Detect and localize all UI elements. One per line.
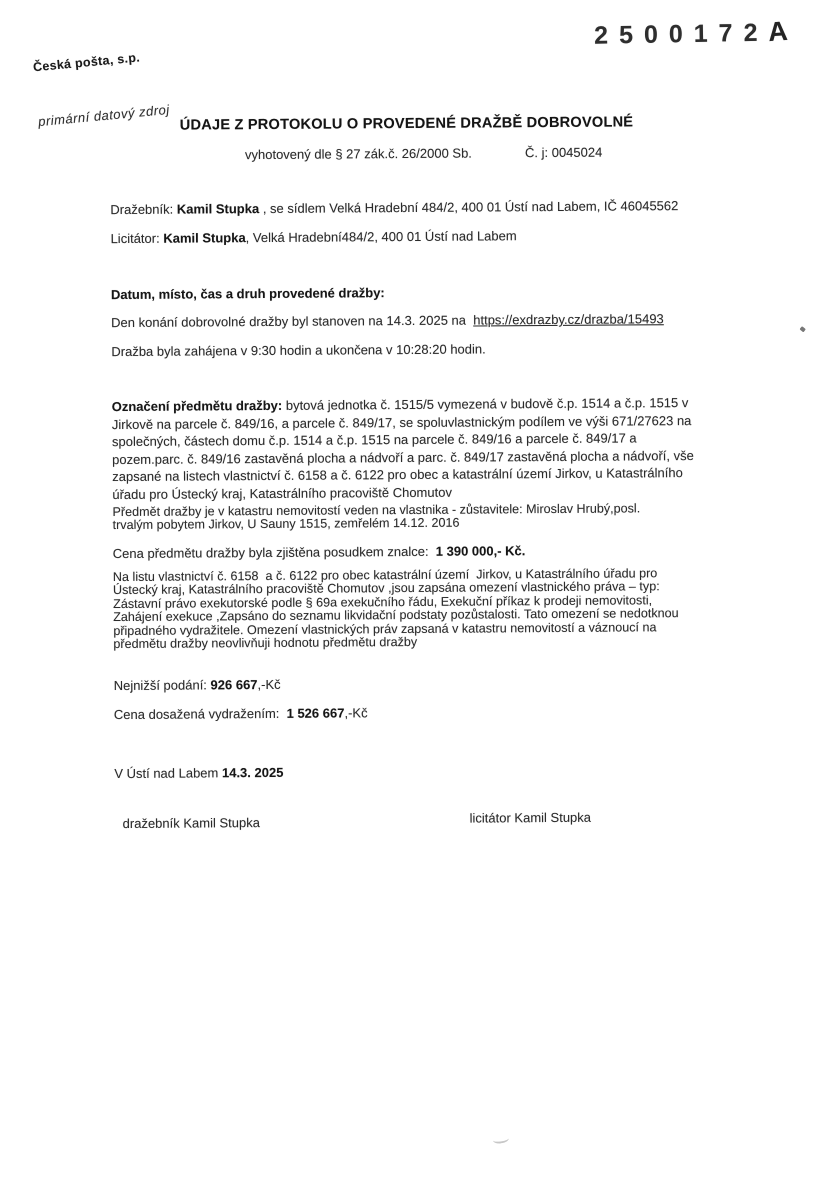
achieved-price-value: 1 526 667 <box>286 705 345 721</box>
letterhead-tagline: primární datový zdroj <box>37 101 171 130</box>
auctioneer-name: Kamil Stupka <box>176 201 260 217</box>
licitator-line <box>110 228 516 247</box>
scan-artifact-smudge <box>492 1134 509 1144</box>
auctioneer-line <box>110 198 678 218</box>
licitator-details: , Velká Hradební484/2, 400 01 Ústí nad Labem <box>245 228 517 246</box>
file-number: Č. j: 0045024 <box>524 144 603 161</box>
signoff-date: 14.3. 2025 <box>221 764 284 781</box>
stamp-number <box>594 16 788 50</box>
subject-label: Označení předmětu dražby: <box>111 397 283 415</box>
place-date-line <box>114 765 283 782</box>
subject-description: bytová jednotka č. 1515/5 vymezená v budově č.p. 1514 a č.p. 1515 v Jirkově na parcele č. 849/16, a parcele č. 849/17, se spoluvlastnickým podílem ve výši 671/27623 na společných, částech domu č.p. 1514 a č.p. 1515 na parcele č. 849/16 a parcele č. 849/17 a pozem.parc. č. 849/16 zastavěná plocha a nádvoří a parc. č. 849/17 zastavěná plocha a nádvoří, vše zapsané na listech vlastnictví č. 6158 a č. 6122 pro obec a katastrální území Jirkov, u Katastrálního úřadu pro Ústecký kraj, Katastrálního pracoviště Chomutov <box>111 395 694 503</box>
auctioneer-details: , se sídlem Velká Hradební 484/2, 400 01 Ústí nad Labem, IČ 46045562 <box>259 198 679 217</box>
appraisal-line <box>113 543 526 562</box>
achieved-price-suffix: ,-Kč <box>344 705 368 721</box>
auction-time-line: Dražba byla zahájena v 9:30 hodin a ukončena v 10:28:20 hodin. <box>111 341 486 360</box>
auction-date-text: Den konání dobrovolné dražby byl stanoven na 14.3. 2025 na <box>111 312 474 331</box>
scan-artifact-speck <box>799 326 805 332</box>
lowest-bid-suffix: ,-Kč <box>257 676 281 693</box>
appraisal-value: 1 390 000,- Kč. <box>435 543 526 559</box>
auctioneer-label: Dražebník: <box>110 201 177 218</box>
restrictions-paragraph: Na listu vlastnictví č. 6158 a č. 6122 pro obec katastrální území Jirkov, u Katastrálního úřadu pro Ústecký kraj, Katastrálního pracoviště Chomutov ,jsou zapsána omezení vlastnického práva – typ: Zástavní právo exekutorské podle § 69a exekučního řádu, Exekuční příkaz k prodeji nemovitosti, Zahájení exekuce ,Zapsáno do seznamu likvidační podstaty pozůstalosti. Tato omezení se nedotknou připadného vydražitele. Omezení vlastnických práv zapsaná v katastru nemovitostí a váznoucí na předmětu dražby neovlivňuji hodnotu předmětu dražby <box>112 566 679 652</box>
lowest-bid-value: 926 667 <box>210 677 258 693</box>
subject-paragraph <box>112 393 768 503</box>
owner-paragraph: Předmět dražby je v katastru nemovitostí veden na vlastnika - zůstavitele: Miroslav Hrubý,posl. trvalým pobytem Jirkov, U Sauny 1515, zemřelém 14.12. 2016 <box>112 501 641 533</box>
lowest-bid-line <box>114 677 281 694</box>
auction-date-line <box>111 311 664 331</box>
document-subtitle: vyhotovený dle § 27 zák.č. 26/2000 Sb. <box>244 145 472 163</box>
stamp-code: 2500172 <box>593 18 769 50</box>
document-title: ÚDAJE Z PROTOKOLU O PROVEDENÉ DRAŽBĚ DOBROVOLNÉ <box>179 114 634 134</box>
licitator-name: Kamil Stupka <box>163 230 246 246</box>
letterhead <box>29 12 174 165</box>
achieved-price-line <box>114 705 368 723</box>
auctioneer-signature: dražebník Kamil Stupka <box>122 815 260 831</box>
auction-url-link[interactable]: https://exdrazby.cz/drazba/15493 <box>473 311 664 328</box>
licitator-label: Licitátor: <box>110 230 164 247</box>
appraisal-label: Cena předmětu dražby byla zjištěna posudkem znalce: <box>112 543 436 562</box>
achieved-price-label: Cena dosažená vydražením: <box>113 705 287 723</box>
licitator-signature: licitátor Kamil Stupka <box>469 809 592 826</box>
stamp-letter-a: A <box>767 15 789 48</box>
place-label: V Ústí nad Labem <box>114 765 223 782</box>
letterhead-company: Česká pošta, s.p. <box>32 50 141 75</box>
lowest-bid-label: Nejnižší podání: <box>113 677 211 694</box>
auction-date-heading: Datum, místo, čas a druh provedené dražby: <box>110 285 385 303</box>
